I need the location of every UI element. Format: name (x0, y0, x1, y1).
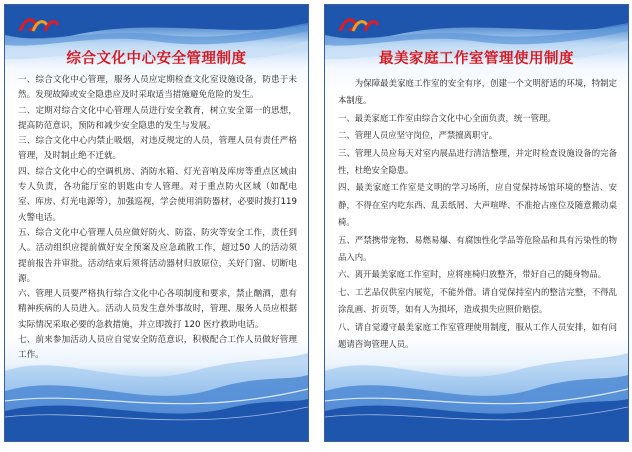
rule-item: 六、管理人员要严格执行综合文化中心各项制度和要求，禁止酗酒，患有精神疾病的人员进入。活动人员发生意外事故时，管理、服务人员应根据实际情况采取必要的急救措施，并立即拨打 120 医疗救助电话。 (18, 289, 297, 330)
poster-safety-rules (4, 4, 309, 442)
poster-title: 最美家庭工作室管理使用制度 (379, 51, 574, 67)
rule-item: 七、工艺品仅供室内展览，不能外借。请自觉保持室内的整洁完整，不得乱涂乱画、折页等，如有人为损坏，造成损失应照价赔偿。 (338, 286, 617, 315)
rule-item: 五、综合文化中心管理人员应做好防火、防盗、防灾等安全工作，责任到人。活动组织应提前做好安全预案及应急疏散工作，超过50 人的活动须提前报告并审批。活动结束后须将活动器材归放原位，关好门窗、切断电源。 (18, 227, 297, 284)
rule-item: 四、最美家庭工作室是文明的学习场所，应自觉保持场馆环境的整洁、安静，不得在室内吃东西、乱丢纸屑、大声喧哗、不准抢占座位及随意搬动桌椅。 (338, 182, 617, 228)
rule-item: 一、综合文化中心管理，服务人员应定期检查文化室设施设备，防患于未然。发现故障或安全隐患应及时采取适当措施避免危险的发生。 (18, 75, 297, 101)
rule-item: 六、离开最美家庭工作室时，应将座椅归放整齐，带好自己的随身物品。 (338, 269, 606, 280)
rule-item: 四、综合文化中心的空调机房、消防水箱、灯光音响及库房等重点区域由专人负责，各功能厅室的钥匙由专人管理。对于重点防火区域（如配电室、库房、灯光电源等），加强巡视，学会使用消防器材，必要时拨打119 火警电话。 (18, 166, 297, 223)
poster-family-studio-rules (324, 4, 629, 442)
rule-item: 八、请自觉遵守最美家庭工作室管理使用制度，服从工作人员安排，如有问题请咨询管理人员。 (338, 321, 617, 350)
logo-mark-icon (337, 13, 381, 35)
rules-list (18, 73, 297, 364)
rules-list (338, 75, 617, 354)
intro-paragraph: 为保障最美家庭工作室的安全有序，创建一个文明舒适的环境，特制定本制度。 (338, 78, 617, 106)
rule-item: 二、管理人员应坚守岗位，严禁擅离职守。 (338, 130, 498, 141)
rule-item: 五、严禁携带宠物、易燃易爆、有腐蚀性化学品等危险品和具有污染性的物品入内。 (338, 234, 617, 263)
rule-item: 二、定期对综合文化中心管理人员进行安全教育，树立安全第一的思想，提高防范意识，预防和减少安全隐患的发生与发展。 (18, 105, 297, 131)
poster-title: 综合文化中心安全管理制度 (66, 51, 247, 67)
rule-item: 七、前来参加活动人员应自觉安全防范意识，积极配合工作人员做好管理工作。 (18, 335, 297, 361)
rule-item: 三、管理人员应每天对室内展品进行清洁整理，并定时检查设施设备的完备性，杜绝安全隐患。 (338, 147, 617, 176)
rule-item: 三、综合文化中心内禁止吸烟，对违反规定的人员，管理人员有责任严格管理，及时制止绝不迁就。 (18, 136, 297, 162)
rule-item: 一、最美家庭工作室由综合文化中心全面负责，统一管理。 (338, 112, 556, 123)
logo-mark-icon (17, 13, 61, 35)
